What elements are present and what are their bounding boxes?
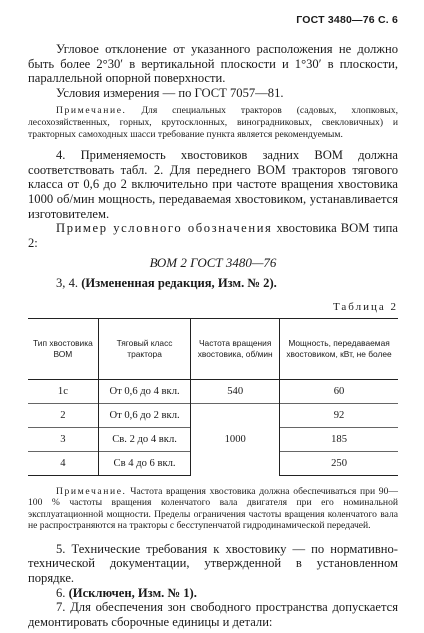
header-power: Мощность, передаваемая хвостовиком, кВт, не более xyxy=(280,318,398,379)
table-row xyxy=(28,403,398,427)
cell-speed: 1000 xyxy=(191,403,280,475)
cell-type: 4 xyxy=(28,451,98,475)
paragraph-angular-deviation: Угловое отклонение от указанного расположения не должно быть более 2°30′ в вертикальной плоскости и 1°30′ в плоскости, параллельной опорной поверхности. xyxy=(28,42,398,86)
table-row xyxy=(28,379,398,403)
cell-class: От 0,6 до 4 вкл. xyxy=(98,379,191,403)
paragraph-technical-requirements: 5. Технические требования к хвостовику — по нормативно-технической документации, утвержденной в установленном порядке. xyxy=(28,541,398,586)
cell-type: 2 xyxy=(28,403,98,427)
excluded-text: (Исключен, Изм. № 1). xyxy=(65,585,197,600)
note-special-tractors xyxy=(28,105,398,140)
amendment-num: 3, 4. xyxy=(56,275,79,290)
cell-class: Св 4 до 6 вкл. xyxy=(98,451,191,475)
header-speed: Частота вращения хвостовика, об/мин xyxy=(191,318,280,379)
pto-applicability-table xyxy=(28,318,398,476)
excluded-num: 6. xyxy=(56,585,66,600)
table-caption: Таблица 2 xyxy=(332,300,398,313)
paragraph-applicability: 4. Применяемость хвостовиков задних ВОМ должна соответствовать табл. 2. Для переднего ВОМ тракторов тягового класса от 0,6 до 2 включительно при частоте вращения хвостовика 1000 об/мин мощность, передаваемая хвостовиком, устанавливается изготовителем. xyxy=(28,148,398,221)
paragraph-measurement-conditions: Условия измерения — по ГОСТ 7057—81. xyxy=(56,85,284,100)
designation-example: ВОМ 2 ГОСТ 3480—76 xyxy=(149,255,277,271)
page-header: ГОСТ 3480—76 С. 6 xyxy=(296,14,398,26)
cell-class: Св. 2 до 4 вкл. xyxy=(98,427,191,451)
cell-type: 1с xyxy=(57,385,68,397)
paragraph-free-space: 7. Для обеспечения зон свободного пространства допускается демонтировать сборочные единицы и детали: xyxy=(28,600,398,629)
header-type: Тип хвостовика ВОМ xyxy=(28,318,98,379)
table-header-row xyxy=(28,318,398,379)
note-text: Частота вращения хвостовика должна обеспечиваться при 90—100 % частоты вращения коленчатого вала двигателя при его номинальной эксплуатационной мощности. Пределы ограничения частоты вращения коленчатого вала не распространяются на тракторы с бесступенчатой гидродинамической передачей. xyxy=(28,485,398,532)
paragraph-example xyxy=(28,221,398,250)
note-text: Для специальных тракторов (садовых, хлопковых, лесохозяйственных, горных, крутосклонных, виноградниковых, свекловичных) и тракторных самоходных шасси требование пункта является рекомендуемым. xyxy=(28,105,398,140)
paragraph-excluded xyxy=(28,586,398,601)
example-rest: хвостовика ВОМ типа 2: xyxy=(28,221,399,250)
example-lead: Пример условного обозначения xyxy=(56,221,273,236)
note-lead: Примечание. xyxy=(56,105,127,117)
amendment-3-4 xyxy=(28,276,398,291)
cell-type: 3 xyxy=(28,427,98,451)
note-lead: Примечание. xyxy=(56,485,127,497)
cell-power: 92 xyxy=(280,403,398,427)
cell-power: 185 xyxy=(280,427,398,451)
document-body xyxy=(28,42,398,629)
note-rotation-speed xyxy=(28,486,398,532)
amendment-text: (Измененная редакция, Изм. № 2). xyxy=(78,275,277,290)
header-class: Тяговый класс трактора xyxy=(98,318,191,379)
cell-power: 60 xyxy=(280,379,398,403)
cell-speed: 540 xyxy=(191,379,280,403)
cell-power: 250 xyxy=(280,451,398,475)
cell-class: От 0,6 до 2 вкл. xyxy=(98,403,191,427)
